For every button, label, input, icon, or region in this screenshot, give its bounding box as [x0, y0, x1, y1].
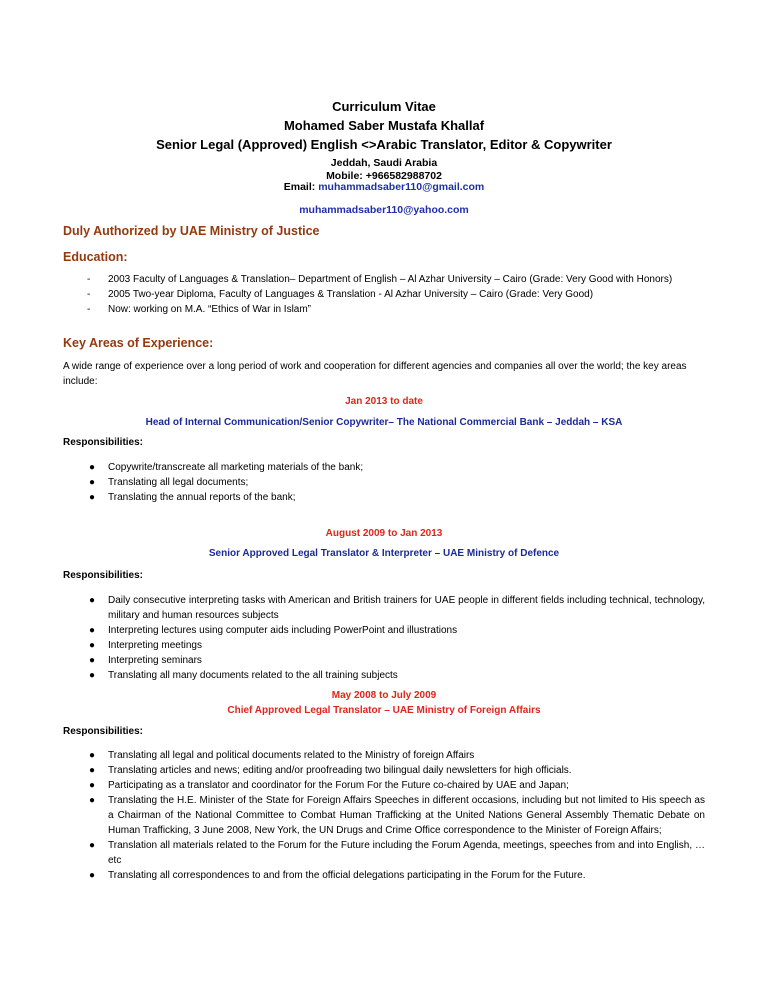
job-2-position: Senior Approved Legal Translator & Interpreter – UAE Ministry of Defence: [208, 548, 560, 559]
job-3-dates: May 2008 to July 2009: [331, 690, 437, 701]
list-item: ● Copywrite/transcreate all marketing materials of the bank;: [89, 462, 364, 473]
job-2-resp-list: [89, 593, 705, 683]
person-name: Mohamed Saber Mustafa Khallaf: [283, 118, 485, 133]
list-item: ● Translating articles and news; editing and/or proofreading two bilingual daily newsletters for high officials.: [89, 765, 572, 776]
education-item: - 2003 Faculty of Languages & Translation– Department of English – Al Azhar University – Cairo (Grade: Very Good with Honors): [87, 274, 673, 285]
list-item: ● Interpreting meetings: [89, 640, 202, 651]
job-3-resp-label: Responsibilities:: [63, 726, 144, 737]
authorization-heading: Duly Authorized by UAE Ministry of Justice: [63, 224, 320, 238]
email-link-gmail[interactable]: muhammadsaber110@gmail.com: [318, 181, 485, 193]
email-link-yahoo[interactable]: muhammadsaber110@yahoo.com: [299, 204, 469, 216]
email-line-2: [0, 204, 768, 216]
job-3-resp-list: [89, 748, 705, 883]
list-item: ● Translating the H.E. Minister of the State for Foreign Affairs Speeches in different occasions, including but not limited to His speech as a Chairman of the National Committee to Combat Human Trafficking at the United Nations General Assembly Thematic Debate on Human Trafficking, 3 June 2008, New York, the UN Drugs and Crime Office correspondence to the Minister of Foreign Affairs;: [89, 795, 705, 836]
email-label: Email:: [283, 181, 316, 193]
list-item: ● Translation all materials related to the Forum for the Future including the Forum Agenda, meetings, speeches from and into English, …etc: [89, 840, 705, 866]
education-item: - Now: working on M.A. “Ethics of War in Islam”: [87, 304, 312, 315]
job-role: Senior Legal (Approved) English <>Arabic Translator, Editor & Copywriter: [156, 137, 612, 152]
list-item: ● Interpreting lectures using computer aids including PowerPoint and illustrations: [89, 625, 458, 636]
list-item: ● Translating all legal documents;: [89, 477, 249, 488]
mobile: Mobile: +966582988702: [326, 170, 442, 182]
list-item: ● Daily consecutive interpreting tasks with American and British trainers for UAE people in different fields including technical, technology, military and human resources subjects: [89, 595, 705, 621]
experience-heading: Key Areas of Experience:: [63, 336, 214, 350]
job-3-position: Chief Approved Legal Translator – UAE Ministry of Foreign Affairs: [227, 705, 541, 716]
job-1-dates: Jan 2013 to date: [345, 396, 423, 407]
list-item: ● Translating the annual reports of the bank;: [89, 492, 296, 503]
job-1-resp-label: Responsibilities:: [63, 437, 144, 448]
education-heading: Education:: [63, 250, 128, 264]
job-1-position: Head of Internal Communication/Senior Copywriter– The National Commercial Bank – Jeddah – KSA: [145, 417, 623, 428]
location: Jeddah, Saudi Arabia: [330, 157, 438, 169]
job-1-resp-list: [89, 460, 708, 505]
education-list: [87, 272, 698, 317]
list-item: ● Participating as a translator and coordinator for the Forum For the Future co-chaired by UAE and Japan;: [89, 780, 569, 791]
job-2-dates: August 2009 to Jan 2013: [325, 528, 443, 539]
email-line: [0, 181, 768, 193]
job-2-resp-label: Responsibilities:: [63, 570, 144, 581]
list-item: ● Translating all correspondences to and from the official delegations participating in the Forum for the Future.: [89, 870, 586, 881]
list-item: ● Translating all legal and political documents related to the Ministry of foreign Affairs: [89, 750, 475, 761]
experience-intro: A wide range of experience over a long period of work and cooperation for different agencies and companies all over the world; the key areas include:: [63, 361, 687, 387]
list-item: ● Translating all many documents related to the all training subjects: [89, 670, 398, 681]
doc-title: Curriculum Vitae: [332, 99, 436, 114]
list-item: ● Interpreting seminars: [89, 655, 202, 666]
education-item: - 2005 Two-year Diploma, Faculty of Languages & Translation - Al Azhar University – Cairo (Grade: Very Good): [87, 289, 594, 300]
